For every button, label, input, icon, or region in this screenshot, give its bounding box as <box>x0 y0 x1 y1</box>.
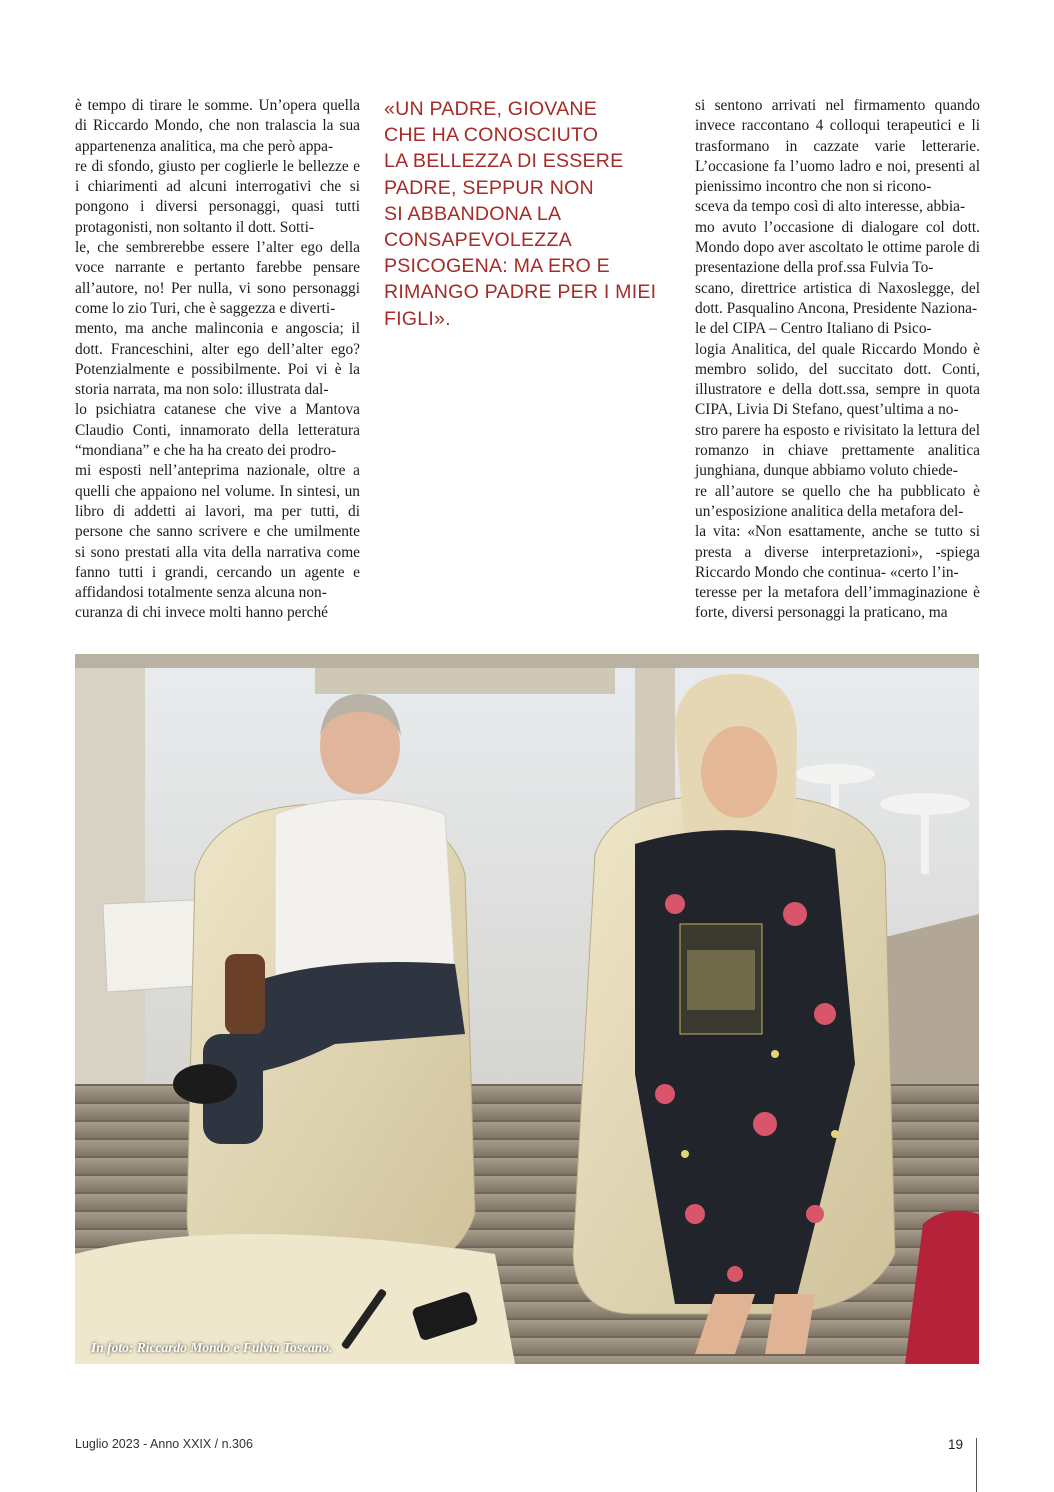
footer-divider <box>976 1438 977 1492</box>
article-photo <box>75 654 979 1364</box>
article-column-left: è tempo di tirare le somme. Un’opera quella di Riccardo Mondo, che non tralascia la sua appartenenza analitica, ma che però appa- re di sfondo, giusto per coglierle le bellezze e i chiarimenti ad alcuni interrogativi che si pongono i diversi personaggi, quasi tutti protagonisti, non soltanto il dott. Sotti- le, che sembrerebbe essere l’alter ego della voce narrante e pertanto farebbe pensare all’autore, no! Per nulla, vi sono personaggi come lo zio Turi, che è saggezza e diverti- mento, ma anche malinconia e angoscia; il dott. Franceschini, alter ego dell’alter ego? Potenzialmente e possibilmente. Poi vi è la storia narrata, ma non solo: illustrata dal- lo psichiatra catanese che vive a Mantova Claudio Conti, innamorato della letteratura “mondiana” e che ha ha creato dei prodro- mi esposti nell’anteprima nazionale, oltre a quelli che appaiono nel volume. In sintesi, un libro di addetti ai lavori, ma per tutti, di persone che sanno scrivere e che umilmente si sono prestati alla vita della narrativa come fanno tutti i grandi, cercando un agente e affidandosi totalmente senza alcuna non- curanza di chi invece molti hanno perché <box>75 97 360 622</box>
photo-caption: In foto: Riccardo Mondo e Fulvia Toscano. <box>91 1340 333 1355</box>
page-number: 19 <box>948 1437 964 1452</box>
photo-illustration <box>75 654 979 1364</box>
article-column-right: si sentono arrivati nel firmamento quando invece raccontano 4 colloqui terapeutici e li trasformano in cazzate varie letterarie. L’occasione fa l’uomo ladro e noi, presenti al pienissimo incontro che non si ricono- sceva da tempo così di alto interesse, abbia- mo avuto l’occasione di dialogare col dott. Mondo dopo aver ascoltato le ottime parole di presentazione della prof.ssa Fulvia To- scano, direttrice artistica di Naxoslegge, del dott. Pasqualino Ancona, Presidente Naziona- le del CIPA – Centro Italiano di Psico- logia Analitica, del quale Riccardo Mondo è membro solido, del succitato dott. Conti, illustratore e della dott.ssa, sempre in quota CIPA, Livia Di Stefano, quest’ultima a no- stro parere ha esposto e rivisitato la lettura del romanzo in chiave prettamente analitica junghiana, dunque abbiamo voluto chiede- re all’autore se quello che ha pubblicato è un’esposizione analitica della metafora del- la vita: «Non esattamente, anche se tutto si presta a diverse interpretazioni», -spiega Riccardo Mondo che continua- «certo l’in- teresse per la metafora dell’immaginazione è forte, diversi personaggi la praticano, ma <box>695 97 980 622</box>
pull-quote: «UN PADRE, GIOVANE CHE HA CONOSCIUTO LA BELLEZZA DI ESSERE PADRE, SEPPUR NON SI ABBANDONA LA CONSAPEVOLEZZA PSICOGENA: MA ERO E RIMANGO PADRE PER I MIEI FIGLI». <box>384 98 657 330</box>
issue-info: Luglio 2023 - Anno XXIX / n.306 <box>75 1437 253 1451</box>
